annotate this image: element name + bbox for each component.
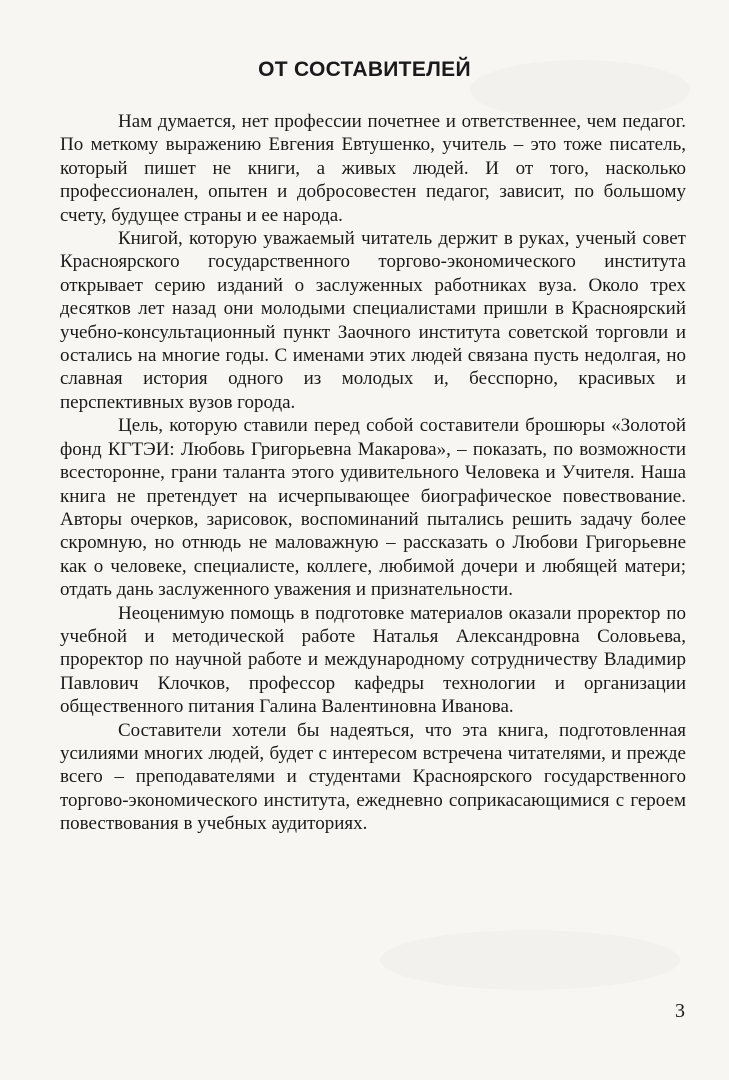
page-title: ОТ СОСТАВИТЕЛЕЙ (258, 58, 471, 81)
body-text (60, 110, 686, 836)
paragraph: Книгой, которую уважаемый читатель держит в руках, ученый совет Красноярского государственного торгово-экономического института открывает серию изданий о заслуженных работниках вуза. Около трех десятков лет назад они молодыми специалистами пришли в Красноярский учебно-консультационный пункт Заочного института советской торговли и остались на многие годы. С именами этих людей связана пусть недолгая, но славная история одного из молодых и, бесспорно, красивых и перспективных вузов города. (60, 228, 686, 413)
paper-shadow (380, 930, 680, 990)
paragraph: Составители хотели бы надеяться, что эта книга, подготовленная усилиями многих людей, будет с интересом встречена читателями, и прежде всего – преподавателями и студентами Красноярского государственного торгово-экономического института, ежедневно соприкасающимися с героем повествования в учебных аудиториях. (60, 719, 686, 835)
paragraph: Неоценимую помощь в подготовке материалов оказали проректор по учебной и методической работе Наталья Александровна Соловьева, проректор по научной работе и международному сотрудничеству Владимир Павлович Клочков, профессор кафедры технологии и организации общественного питания Галина Валентиновна Иванова. (60, 602, 686, 718)
page-number: 3 (675, 1000, 685, 1022)
paragraph: Нам думается, нет профессии почетнее и ответственнее, чем педагог. По меткому выражению Евгения Евтушенко, учитель – это тоже писатель, который пишет не книги, а живых людей. И от того, насколько профессионален, опытен и добросовестен педагог, зависит, по большому счету, будущее страны и ее народа. (60, 111, 686, 226)
paragraph: Цель, которую ставили перед собой составители брошюры «Золотой фонд КГТЭИ: Любовь Григорьевна Макарова», – показать, по возможности всесторонне, грани таланта этого удивительного Человека и Учителя. Наша книга не претендует на исчерпывающее биографическое повествование. Авторы очерков, зарисовок, воспоминаний пытались решить задачу более скромную, но отнюдь не маловажную – рассказать о Любови Григорьевне как о человеке, специалисте, коллеге, любимой дочери и любящей матери; отдать дань заслуженного уважения и признательности. (60, 415, 686, 601)
